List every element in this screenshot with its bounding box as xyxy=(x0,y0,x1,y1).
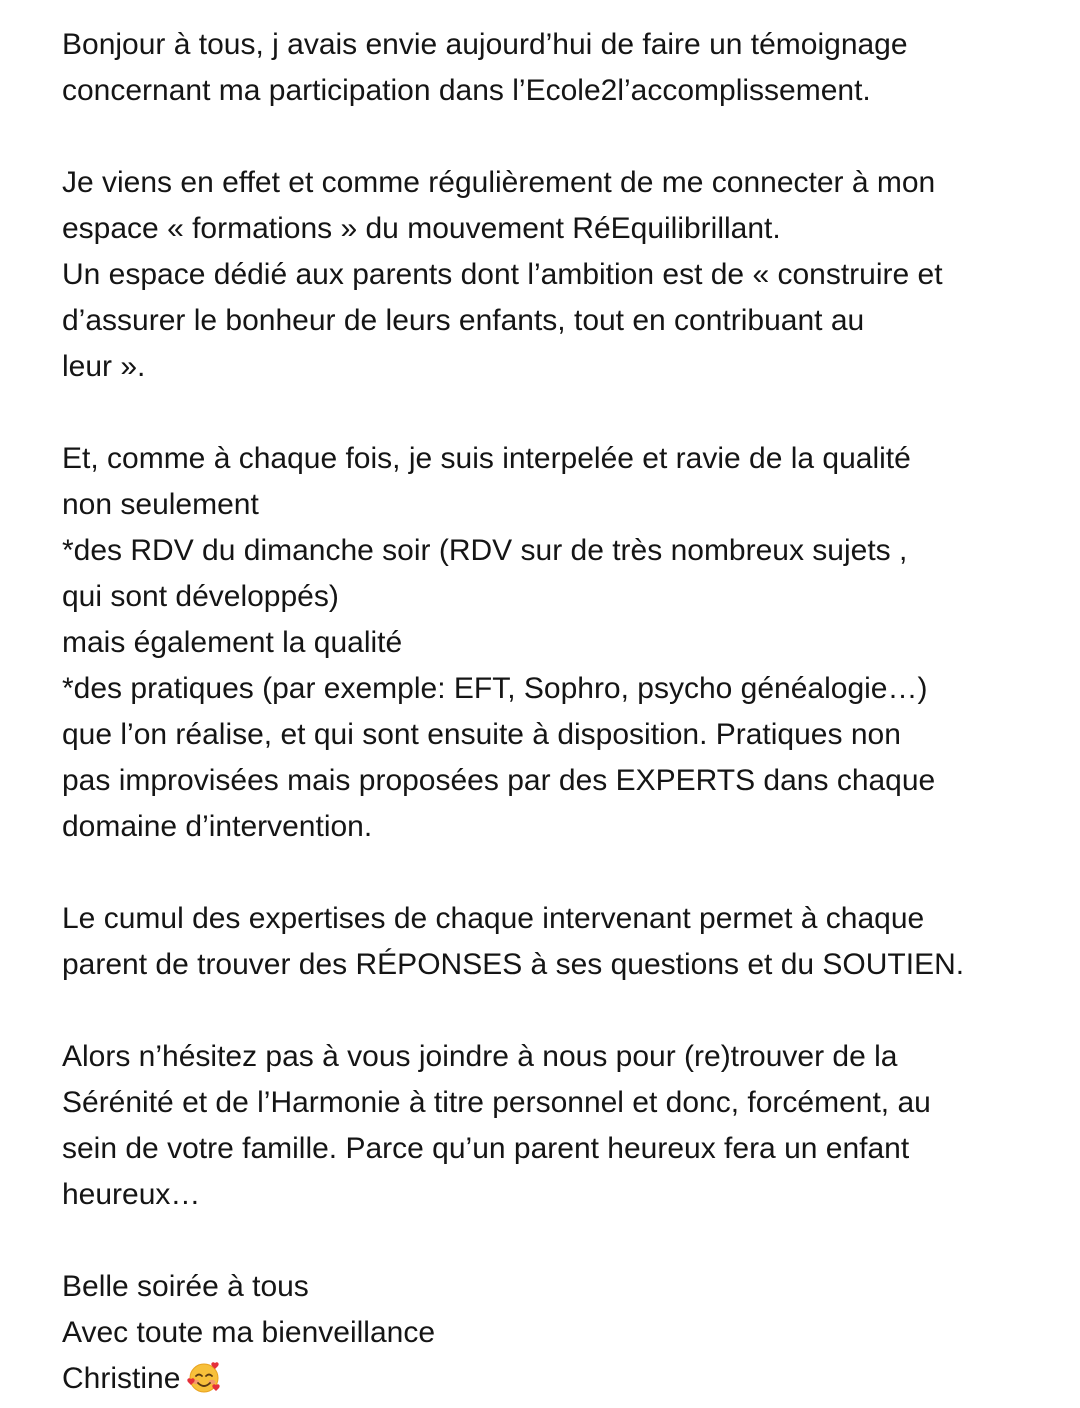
text-line: pas improvisées mais proposées par des EXPERTS dans chaque xyxy=(62,764,936,797)
paragraph xyxy=(62,896,964,988)
text-line: Et, comme à chaque fois, je suis interpelée et ravie de la qualité xyxy=(62,442,911,475)
text-line: espace « formations » du mouvement RéEquilibrillant. xyxy=(62,212,781,245)
signoff-regards: Avec toute ma bienveillance xyxy=(62,1316,436,1349)
smiling-face-with-hearts-icon xyxy=(188,1362,220,1394)
text-line: que l’on réalise, et qui sont ensuite à disposition. Pratiques non xyxy=(62,718,901,751)
paragraph xyxy=(62,160,964,390)
signoff-greeting: Belle soirée à tous xyxy=(62,1270,309,1303)
text-line: Sérénité et de l’Harmonie à titre personnel et donc, forcément, au xyxy=(62,1086,931,1119)
paragraph xyxy=(62,436,964,850)
paragraph xyxy=(62,1034,964,1218)
text-line: non seulement xyxy=(62,488,259,521)
paragraph xyxy=(62,22,964,114)
text-line: Alors n’hésitez pas à vous joindre à nous pour (re)trouver de la xyxy=(62,1040,898,1073)
text-line: sein de votre famille. Parce qu’un parent heureux fera un enfant xyxy=(62,1132,910,1165)
text-line: heureux… xyxy=(62,1178,201,1211)
text-line: concernant ma participation dans l’Ecole2l’accomplissement. xyxy=(62,74,871,107)
text-line: *des RDV du dimanche soir (RDV sur de très nombreux sujets , xyxy=(62,534,908,567)
text-line: parent de trouver des RÉPONSES à ses questions et du SOUTIEN. xyxy=(62,948,965,981)
text-line: d’assurer le bonheur de leurs enfants, tout en contribuant au xyxy=(62,304,865,337)
text-line: *des pratiques (par exemple: EFT, Sophro, psycho généalogie…) xyxy=(62,672,928,705)
text-line: Le cumul des expertises de chaque intervenant permet à chaque xyxy=(62,902,925,935)
text-line: Bonjour à tous, j avais envie aujourd’hui de faire un témoignage xyxy=(62,28,908,61)
signoff-name-line xyxy=(62,1356,964,1402)
post-text xyxy=(62,22,964,1402)
text-line: Je viens en effet et comme régulièrement de me connecter à mon xyxy=(62,166,936,199)
text-line: qui sont développés) xyxy=(62,580,339,613)
signoff xyxy=(62,1264,964,1402)
text-line: domaine d’intervention. xyxy=(62,810,373,843)
text-line: leur ». xyxy=(62,350,146,383)
text-line: mais également la qualité xyxy=(62,626,403,659)
author-name: Christine xyxy=(62,1362,181,1395)
text-line: Un espace dédié aux parents dont l’ambition est de « construire et xyxy=(62,258,943,291)
